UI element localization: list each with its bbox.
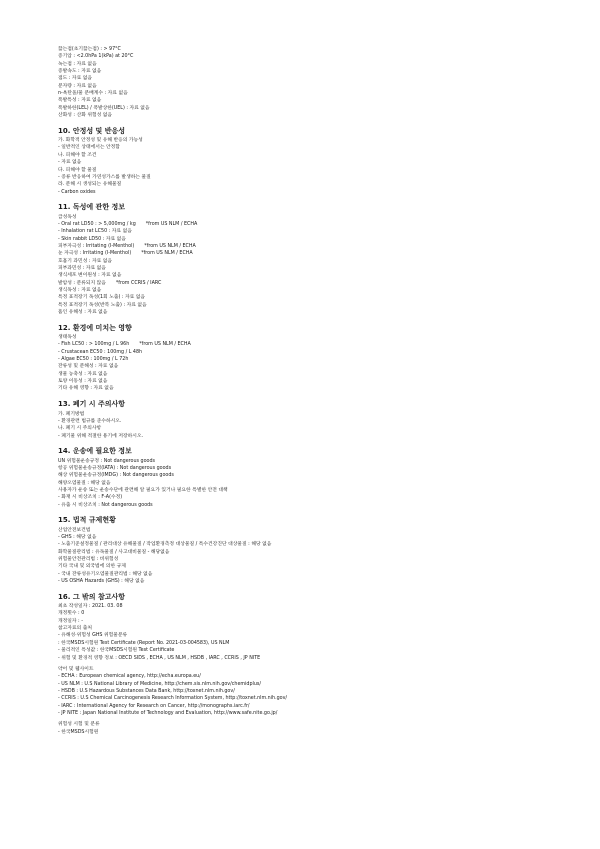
text-line: - GHS : 해당 없음 (58, 535, 97, 540)
text-line: 끓는점(초기끓는점) : > 97°C (58, 47, 121, 52)
document-body (58, 46, 578, 736)
text-line: - Carbon oxides (58, 189, 96, 195)
text-line: 산화성 : 산화 위험성 없음 (58, 113, 113, 119)
text-line: - 유해성·위험성 GHS 위험물분류 (58, 633, 128, 639)
text-line: 증기압 : <2.0hPa 1(kPa) at 20°C (58, 54, 134, 60)
text-line: - JP NITE : Japan National Institute of Technology and Evaluation, http://www.safe.nite.go.jp/ (58, 710, 278, 716)
section-heading-other: 16. 그 밖의 참고사항 (58, 592, 126, 601)
section-other (58, 603, 578, 736)
source-note: *from US NLM / ECHA (145, 221, 198, 227)
text-line: 특정 표적장기 독성(반복 노출) : 자료 없음 (58, 302, 147, 308)
source-note: *from US NLM / ECHA (144, 243, 196, 249)
text-line: 가. 화학적 안정성 및 유해 반응의 가능성 (58, 138, 143, 144)
text-line: - 환경관련 법규를 준수하시오. (58, 418, 122, 424)
text-line: 기타 국내 및 외국법에 의한 규제 (58, 564, 126, 570)
section-heading-disposal: 13. 폐기 시 주의사항 (58, 400, 126, 408)
text-line: 특정 표적장기 독성(1회 노출) : 자료 없음 (58, 295, 146, 301)
text-line: 폭발하한(LEL) / 폭발상한(UEL) : 자료 없음 (58, 105, 150, 111)
section-heading-transport: 14. 운송에 필요한 정보 (58, 447, 132, 456)
text-line: n-옥탄올/물 분배계수 : 자료 없음 (58, 91, 128, 97)
text-line: 녹는점 : 자료 없음 (58, 61, 97, 67)
source-note: *from US NLM / ECHA (139, 342, 191, 348)
physical-properties-continued (58, 46, 578, 119)
section-heading-ecology: 12. 환경에 미치는 영향 (58, 323, 132, 332)
text-line: 토양 이동성 : 자료 없음 (58, 379, 108, 385)
text-line: 생물 농축성 : 자료 없음 (58, 371, 108, 377)
text-line: 나. 피해야 할 조건 (58, 152, 97, 158)
text-line: 생식독성 : 자료 없음 (58, 288, 102, 293)
testing-heading: 위험성 시험 및 분류 (58, 722, 100, 728)
text-line: - 위험 및 환경적 영향 정보 : OECD SIDS , ECHA , US NLM , HSDB , IARC , CCRIS , JP NITE (58, 655, 261, 661)
text-line: 증발속도 : 자료 없음 (58, 69, 102, 75)
text-line: 사용자가 운송 또는 운송수단에 관련해 알 필요가 있거나 필요한 특별한 안전 대책 (58, 487, 228, 493)
text-line: 다. 피해야 할 물질 (58, 167, 97, 173)
text-line: 나. 폐기 시 주의사항 (58, 426, 102, 432)
text-line: 가. 폐기방법 (58, 411, 85, 417)
text-line: - 일반적인 상태에서는 안정함 (58, 145, 120, 151)
text-line: 피부자극성 : Irritating (I-Menthol) *from US NLM / ECHA (58, 243, 196, 249)
section-transport (58, 458, 578, 509)
text-line: 최초 작성일자 : 2021. 03. 08 (58, 604, 123, 610)
text-line: 점도 : 자료 없음 (58, 76, 92, 82)
text-line: : 한국MSDS시험원 Test Certificate (Report No. 2021-03-004583), US NLM (58, 640, 230, 646)
text-line: 라. 분해 시 생성되는 유해물질 (58, 182, 122, 188)
abbreviations-heading: 약어 및 웹사이트 (58, 666, 94, 672)
text-line: 화학물질관리법 : 유독물질 / 사고대비물질 - 해당없음 (58, 549, 170, 555)
text-line: 위험물안전관리법 : 비위험성 (58, 557, 119, 563)
text-line: - Fish LC50 : > 100mg / L 96h *from US NLM / ECHA (58, 342, 191, 348)
text-line: - 한국MSDS시험원 (58, 729, 99, 735)
text-line: - ECHA : European chemical agency, http://echa.europa.eu/ (58, 674, 201, 680)
text-line: 폭발특성 : 자료 없음 (58, 98, 102, 104)
text-line: UN 위험물운송규정 : Not dangerous goods (58, 458, 156, 464)
text-line: - HSDB : U.S Hazardous Substances Data Bank, http://toxnet.nlm.nih.gov/ (58, 688, 235, 694)
text-line: - 증류 반응하여 가연성가스를 발생하는 물질 (58, 174, 151, 180)
text-line: 흡인 유해성 : 자료 없음 (58, 310, 108, 316)
section-regulatory (58, 527, 578, 586)
text-line: 해양오염물질 : 해당 없음 (58, 480, 111, 486)
text-line: 피부과민성 : 자료 없음 (58, 265, 106, 271)
section-ecology (58, 334, 578, 393)
section-heading-toxicology: 11. 독성에 관한 정보 (58, 203, 126, 212)
source-note: *from US NLM / ECHA (141, 251, 193, 257)
text-line: - 폐기물 위해 적절한 용기에 저장하시오. (58, 433, 144, 439)
text-line: - 화재 시 비상조치 : F-A(수정) (58, 495, 123, 501)
section-heading-regulatory: 15. 법적 규제현황 (58, 516, 116, 525)
text-line: 분자량 : 자료 없음 (58, 83, 97, 89)
text-line: 개정횟수 : 0 (58, 611, 85, 617)
text-line: - IARC : International Agency for Research on Cancer, http://monographs.iarc.fr/ (58, 703, 250, 709)
section-heading-stability: 10. 안정성 및 반응성 (58, 126, 126, 135)
text-line: 해상 위험물운송규정(IMDG) : Not dangerous goods (58, 473, 174, 479)
text-line: 산업안전보건법 (58, 527, 91, 533)
text-line: - 유출 시 비상조치 : Not dangerous goods (58, 502, 153, 508)
text-line: 눈 자극성 : Irritating (I-Menthol) *from US NLM / ECHA (58, 251, 193, 257)
section-toxicology (58, 214, 578, 317)
section-disposal (58, 411, 578, 440)
text-line: 생태독성 (58, 335, 77, 341)
text-line: - Oral rat LD50 : > 5,000mg / kg *from US NLM / ECHA (58, 221, 198, 227)
text-line: 생식세포 변이원성 : 자료 없음 (58, 273, 122, 279)
text-line: 호흡기 과민성 : 자료 없음 (58, 258, 113, 264)
text-line: - US OSHA Hazards (GHS) : 해당 없음 (58, 579, 145, 585)
text-line: - Algae EC50 : 100mg / L 72h (58, 357, 129, 363)
text-line: - Inhalation rat LC50 : 자료 없음 (58, 229, 132, 235)
text-line: - CCRIS : U.S Chemical Carcinogenesis Research Information System, http://toxnet.nlm.nih.gov/ (58, 696, 288, 702)
text-line: 급성독성 (58, 214, 77, 220)
text-line: - 물리적인 특성값 : 한국MSDS시험원 Test Certificate (58, 648, 175, 654)
text-line: 기타 유해 영향 : 자료 없음 (58, 386, 114, 392)
source-note: *from CCRIS / IARC (115, 280, 162, 286)
text-line: - Crustacean EC50 : 100mg / L 48h (58, 349, 143, 355)
text-line: - 자료 없음 (58, 160, 82, 166)
text-line: 잔류성 및 분해성 : 자료 없음 (58, 364, 119, 370)
text-line: - Skin rabbit LD50 : 자료 없음 (58, 236, 126, 242)
section-stability (58, 137, 578, 196)
text-line: - US NLM : U.S National Library of Medicine, http://chem.sis.nlm.nih.gov/chemidplus/ (58, 681, 261, 687)
text-line: - 노출기준설정물질 / 관리대상 유해물질 / 작업환경측정 대상물질 / 특수건강진단 대상물질 : 해당 없음 (58, 542, 272, 548)
text-line: 개정일자 : - (58, 618, 83, 624)
text-line: 항공 위험물운송규정(IATA) : Not dangerous goods (58, 465, 172, 471)
text-line: - 국내 잔류성유기오염물질관리법 : 해당 없음 (58, 571, 153, 577)
text-line: 참고자료의 출처 (58, 626, 92, 632)
text-line: 발암성 : 분류되지 않음 *from CCRIS / IARC (58, 280, 162, 286)
